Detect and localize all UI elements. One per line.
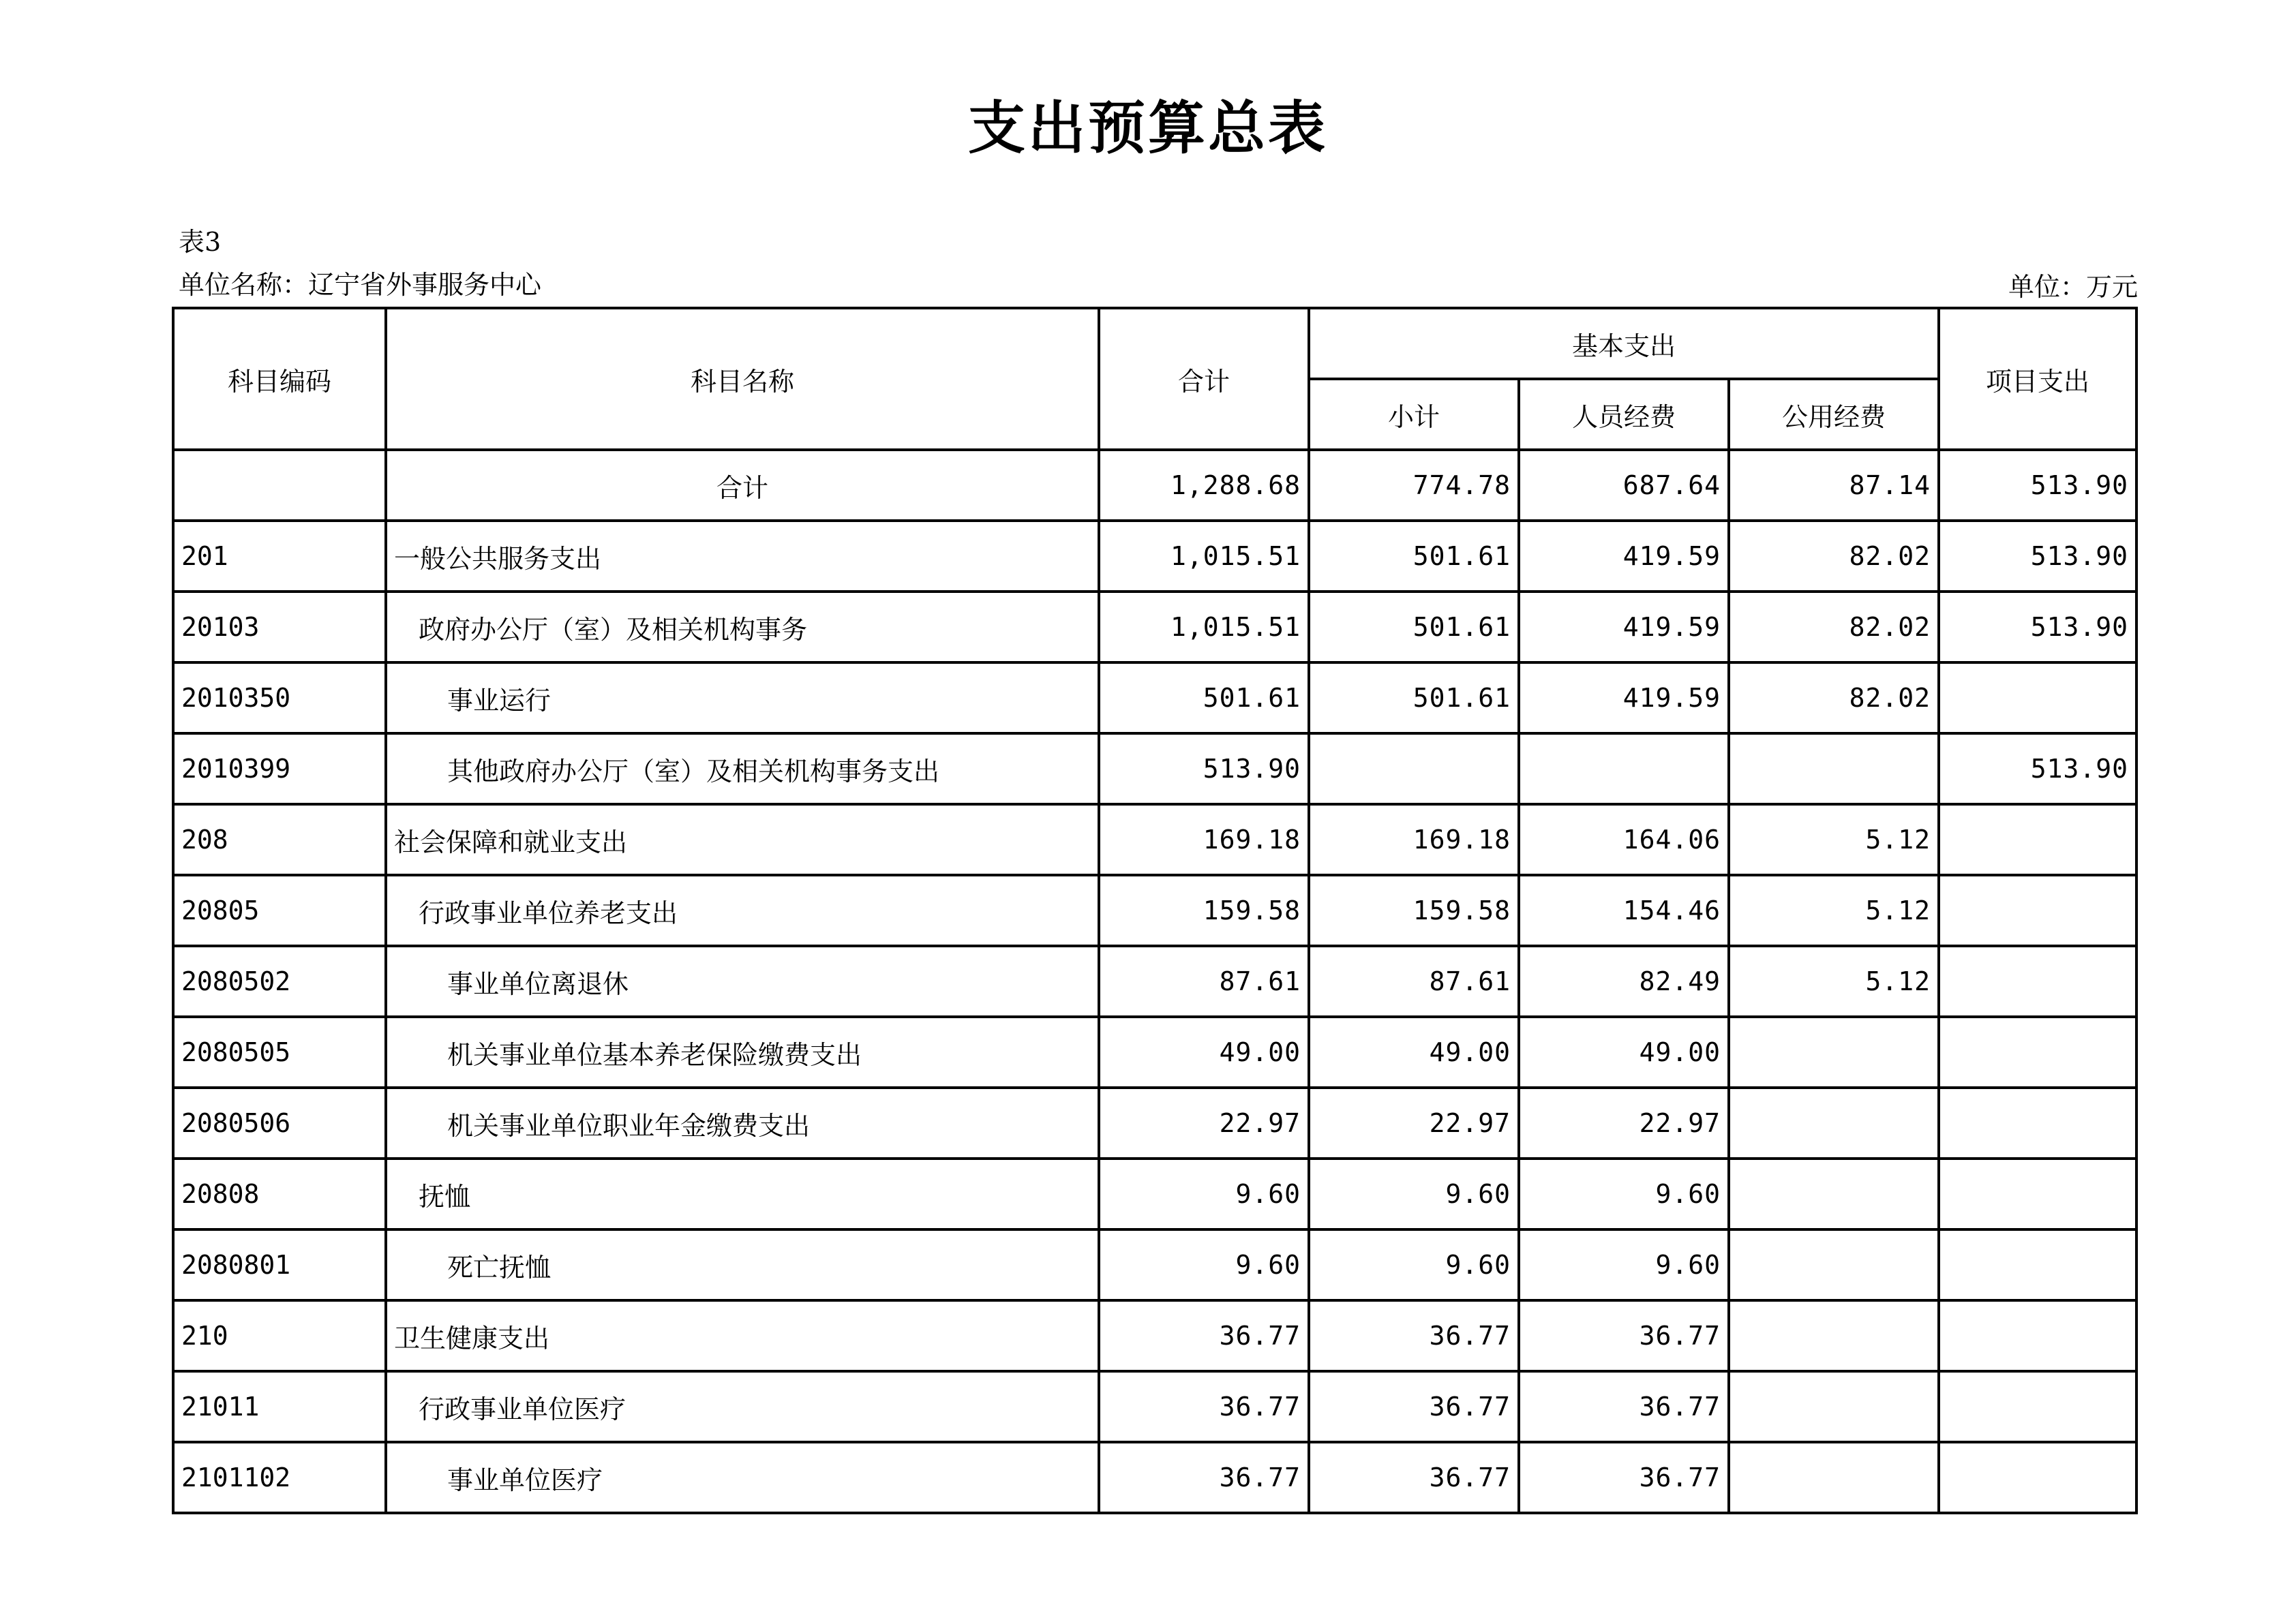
cell-subtotal: 36.77 — [1309, 1442, 1519, 1513]
table-row — [173, 1442, 2136, 1513]
cell-total: 36.77 — [1099, 1300, 1309, 1371]
cell-public — [1729, 1159, 1939, 1229]
cell-public: 5.12 — [1729, 804, 1939, 875]
cell-total: 1,015.51 — [1099, 592, 1309, 662]
cell-personnel: 36.77 — [1519, 1300, 1729, 1371]
table-body — [173, 450, 2136, 1513]
cell-code: 2101102 — [173, 1442, 386, 1513]
cell-total: 49.00 — [1099, 1017, 1309, 1088]
header-public: 公用经费 — [1729, 379, 1939, 450]
cell-public — [1729, 733, 1939, 804]
cell-personnel: 419.59 — [1519, 521, 1729, 592]
cell-public: 5.12 — [1729, 946, 1939, 1017]
table-row — [173, 1300, 2136, 1371]
cell-code: 20103 — [173, 592, 386, 662]
cell-project: 513.90 — [1939, 592, 2136, 662]
cell-code: 2010399 — [173, 733, 386, 804]
cell-subtotal: 159.58 — [1309, 875, 1519, 946]
table-row — [173, 875, 2136, 946]
cell-name: 一般公共服务支出 — [386, 521, 1099, 592]
cell-total: 9.60 — [1099, 1229, 1309, 1300]
cell-project — [1939, 1229, 2136, 1300]
cell-total: 36.77 — [1099, 1371, 1309, 1442]
cell-code: 210 — [173, 1300, 386, 1371]
header-code: 科目编码 — [173, 308, 386, 450]
cell-personnel: 164.06 — [1519, 804, 1729, 875]
cell-total: 22.97 — [1099, 1088, 1309, 1159]
cell-name: 事业单位离退休 — [386, 946, 1099, 1017]
cell-public — [1729, 1229, 1939, 1300]
cell-public: 82.02 — [1729, 592, 1939, 662]
cell-total: 169.18 — [1099, 804, 1309, 875]
cell-subtotal: 9.60 — [1309, 1159, 1519, 1229]
cell-project — [1939, 804, 2136, 875]
cell-code: 2080505 — [173, 1017, 386, 1088]
cell-public — [1729, 1300, 1939, 1371]
cell-personnel: 22.97 — [1519, 1088, 1729, 1159]
cell-project — [1939, 1159, 2136, 1229]
table-row — [173, 733, 2136, 804]
cell-code: 2080506 — [173, 1088, 386, 1159]
cell-project — [1939, 875, 2136, 946]
cell-name: 其他政府办公厅（室）及相关机构事务支出 — [386, 733, 1099, 804]
cell-name: 事业单位医疗 — [386, 1442, 1099, 1513]
table-row — [173, 804, 2136, 875]
table-row — [173, 1371, 2136, 1442]
unit-name: 单位名称：辽宁省外事服务中心 — [179, 270, 542, 300]
cell-name: 合计 — [386, 450, 1099, 521]
cell-project: 513.90 — [1939, 521, 2136, 592]
cell-personnel: 9.60 — [1519, 1159, 1729, 1229]
cell-name: 事业运行 — [386, 662, 1099, 733]
cell-project — [1939, 1088, 2136, 1159]
cell-code — [173, 450, 386, 521]
cell-subtotal: 169.18 — [1309, 804, 1519, 875]
header-basic: 基本支出 — [1309, 308, 1939, 379]
cell-public: 5.12 — [1729, 875, 1939, 946]
cell-project — [1939, 1442, 2136, 1513]
cell-personnel — [1519, 733, 1729, 804]
cell-total: 9.60 — [1099, 1159, 1309, 1229]
cell-personnel: 419.59 — [1519, 662, 1729, 733]
cell-name: 卫生健康支出 — [386, 1300, 1099, 1371]
budget-table — [172, 307, 2138, 1514]
cell-code: 201 — [173, 521, 386, 592]
cell-subtotal: 36.77 — [1309, 1371, 1519, 1442]
cell-public — [1729, 1371, 1939, 1442]
cell-total: 513.90 — [1099, 733, 1309, 804]
cell-name: 死亡抚恤 — [386, 1229, 1099, 1300]
header-name: 科目名称 — [386, 308, 1099, 450]
table-row — [173, 662, 2136, 733]
cell-personnel: 154.46 — [1519, 875, 1729, 946]
cell-project — [1939, 1300, 2136, 1371]
cell-name: 社会保障和就业支出 — [386, 804, 1099, 875]
cell-name: 政府办公厅（室）及相关机构事务 — [386, 592, 1099, 662]
cell-subtotal — [1309, 733, 1519, 804]
currency-unit: 单位：万元 — [2008, 272, 2138, 302]
cell-project — [1939, 946, 2136, 1017]
cell-total: 1,015.51 — [1099, 521, 1309, 592]
table-row — [173, 592, 2136, 662]
cell-name: 行政事业单位养老支出 — [386, 875, 1099, 946]
header-project: 项目支出 — [1939, 308, 2136, 450]
cell-public: 82.02 — [1729, 521, 1939, 592]
cell-code: 2080502 — [173, 946, 386, 1017]
cell-name: 机关事业单位职业年金缴费支出 — [386, 1088, 1099, 1159]
cell-subtotal: 501.61 — [1309, 521, 1519, 592]
table-row — [173, 1229, 2136, 1300]
cell-name: 抚恤 — [386, 1159, 1099, 1229]
header-subtotal: 小计 — [1309, 379, 1519, 450]
cell-total: 87.61 — [1099, 946, 1309, 1017]
cell-personnel: 36.77 — [1519, 1371, 1729, 1442]
cell-personnel: 36.77 — [1519, 1442, 1729, 1513]
cell-subtotal: 501.61 — [1309, 592, 1519, 662]
cell-public: 82.02 — [1729, 662, 1939, 733]
cell-project: 513.90 — [1939, 450, 2136, 521]
cell-subtotal: 49.00 — [1309, 1017, 1519, 1088]
cell-subtotal: 501.61 — [1309, 662, 1519, 733]
cell-code: 2080801 — [173, 1229, 386, 1300]
table-row — [173, 521, 2136, 592]
cell-public: 87.14 — [1729, 450, 1939, 521]
cell-personnel: 49.00 — [1519, 1017, 1729, 1088]
page-title: 支出预算总表 — [967, 95, 1328, 162]
cell-code: 20805 — [173, 875, 386, 946]
cell-total: 501.61 — [1099, 662, 1309, 733]
cell-public — [1729, 1442, 1939, 1513]
cell-personnel: 9.60 — [1519, 1229, 1729, 1300]
cell-project — [1939, 662, 2136, 733]
cell-public — [1729, 1088, 1939, 1159]
cell-name: 机关事业单位基本养老保险缴费支出 — [386, 1017, 1099, 1088]
cell-total: 36.77 — [1099, 1442, 1309, 1513]
cell-code: 20808 — [173, 1159, 386, 1229]
table-row — [173, 450, 2136, 521]
cell-subtotal: 9.60 — [1309, 1229, 1519, 1300]
cell-code: 2010350 — [173, 662, 386, 733]
cell-subtotal: 22.97 — [1309, 1088, 1519, 1159]
cell-total: 159.58 — [1099, 875, 1309, 946]
cell-total: 1,288.68 — [1099, 450, 1309, 521]
cell-name: 行政事业单位医疗 — [386, 1371, 1099, 1442]
header-total: 合计 — [1099, 308, 1309, 450]
cell-personnel: 687.64 — [1519, 450, 1729, 521]
cell-project — [1939, 1017, 2136, 1088]
header-personnel: 人员经费 — [1519, 379, 1729, 450]
table-row — [173, 1088, 2136, 1159]
table-row — [173, 946, 2136, 1017]
cell-code: 208 — [173, 804, 386, 875]
cell-project — [1939, 1371, 2136, 1442]
cell-code: 21011 — [173, 1371, 386, 1442]
cell-subtotal: 87.61 — [1309, 946, 1519, 1017]
cell-personnel: 419.59 — [1519, 592, 1729, 662]
cell-subtotal: 774.78 — [1309, 450, 1519, 521]
table-row — [173, 1159, 2136, 1229]
cell-subtotal: 36.77 — [1309, 1300, 1519, 1371]
cell-personnel: 82.49 — [1519, 946, 1729, 1017]
cell-public — [1729, 1017, 1939, 1088]
table-row — [173, 1017, 2136, 1088]
table-label: 表3 — [179, 227, 222, 257]
cell-project: 513.90 — [1939, 733, 2136, 804]
